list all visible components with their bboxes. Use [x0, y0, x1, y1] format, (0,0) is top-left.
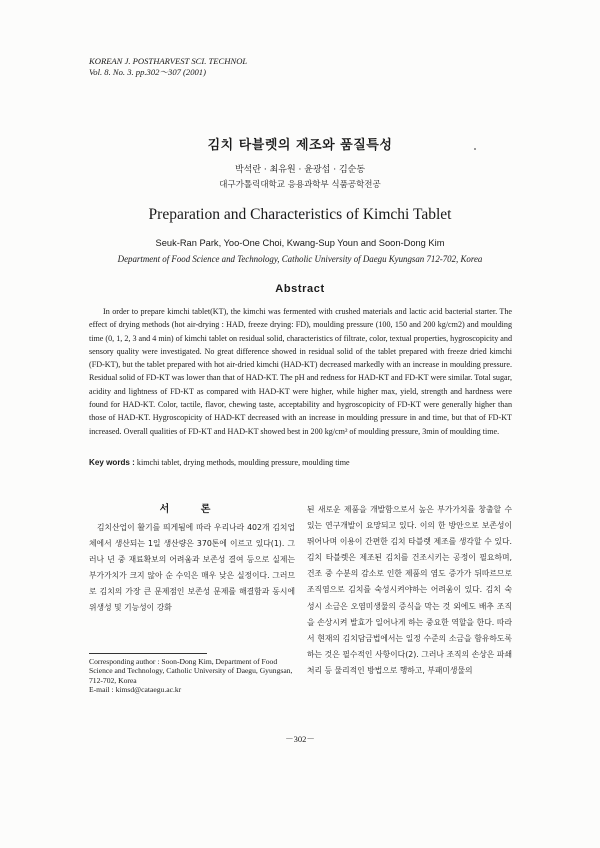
page-number: －302－ [285, 734, 315, 744]
author-email: E-mail : kimsd@cataegu.ac.kr [89, 684, 182, 694]
english-affiliation: Department of Food Science and Technology, Catholic University of Daegu Kyungsan 712-702, Korea [117, 254, 483, 264]
scan-speck [474, 148, 476, 150]
intro-right-column: 된 새로운 제품을 개발함으로서 높은 부가가치를 창출할 수 있는 연구개발이 요망되고 있다. 이의 한 방안으로 보존성이 뛰어나며 이용이 간편한 김치 타블렛 제조를 생각할 수 있다. 김치 타블렛은 제조된 김치를 건조시키는 공정이 필요하며, 건조 중 수분의 감소로 인한 제품의 염도 증가가 뒤따르므로 조직염으로 김치를 숙성시켜야하는 어려움이 있다. 김치 숙성시 소금은 오염미생물의 증식을 막는 것 외에도 배추 조직을 손상시켜 발효가 일어나게 하는 중요한 역할을 한다. 따라서 현재의 김치담금법에서는 일정 수준의 소금을 함유하도록 하는 것은 필수적인 사항이다(2). 그러나 조직의 손상은 파쇄처리 등 물리적인 방법으로 행하고, 부패미생물의 [307, 505, 512, 675]
english-title: Preparation and Characteristics of Kimchi Tablet [148, 206, 452, 223]
keywords-label: Key words : [89, 458, 135, 467]
footnote [89, 657, 299, 694]
journal-volume: Vol. 8. No. 3. pp.302～307 (2001) [89, 67, 206, 77]
korean-affiliation: 대구가톨릭대학교 응용과학부 식품공학전공 [219, 180, 381, 190]
journal-header [89, 56, 247, 78]
abstract-body: In order to prepare kimchi tablet(KT), the kimchi was fermented with crushed materials and lactic acid bacterial starter. The effect of drying methods (hot air-drying : HAD, freeze drying: FD), moulding pressure (100, 150 and 200 kg/cm2) and moulding time (0, 1, 2, 3 and 4 min) of kimchi tablet on residual solid, characteristics of filtrate, color, textual properties, hygroscopicity and sensory quality were investigated. No great difference showed in residual solid of the tablet prepared with freeze dried kimchi (FD-KT), but the tablet prepared with hot air-dried kimchi (HAD-KT) decreased markedly with an increase in moulding pressure. Residual solid of FD-KT was lower than that of HAD-KT. The pH and redness for HAD-KT and FD-KT were similar. Total sugar, acidity and lightness of FD-KT as compared with HAD-KT were higher, while higher max, yield, strength and hardness were found for HAD-KT. Color, tactile, flavor, chewing taste, acceptability and hygroscopicity of FD-KT were generally higher than those of HAD-KT. Hygroscopicity of HAD-KT decreased with an increase in moulding pressure in and time, but that of FD-KT increased. Overall qualities of FD-KT and HAD-KT showed best in 200 kg/cm² of moulding pressure, 3min of moulding time. [89, 307, 512, 436]
english-authors: Seuk-Ran Park, Yoo-One Choi, Kwang-Sup Youn and Soon-Dong Kim [155, 238, 445, 248]
korean-authors: 박석란 · 최유원 · 윤광섭 · 김순동 [234, 165, 366, 175]
footnote-divider [89, 653, 207, 654]
introduction-heading: 서 론 [159, 504, 225, 515]
korean-title: 김치 타블렛의 제조와 품질특성 [207, 138, 393, 153]
abstract-heading: Abstract [275, 283, 325, 295]
keywords-line [89, 458, 350, 467]
intro-left-column: 김치산업이 활기를 띄게됨에 따라 우리나라 402개 김치업체에서 생산되는 1일 생산량은 370톤에 이르고 있다(1). 그러나 년 중 재료확보의 어려움과 보존성 결여 등으로 실제는 부가가치가 크지 않아 순 수익은 매우 낮은 실정이다. 그러므로 김치의 가장 큰 문제점인 보존성 문제를 해결함과 동시에 위생성 및 기능성이 강화 [89, 523, 295, 613]
journal-name: KOREAN J. POSTHARVEST SCI. TECHNOL [89, 56, 248, 66]
corresponding-author: Corresponding author : Soon-Dong Kim, Department of Food Science and Technology, Catholic University of Daegu, Gyungsan, 712-702, Korea [89, 657, 293, 685]
keywords-value: kimchi tablet, drying methods, moulding pressure, moulding time [136, 458, 350, 467]
